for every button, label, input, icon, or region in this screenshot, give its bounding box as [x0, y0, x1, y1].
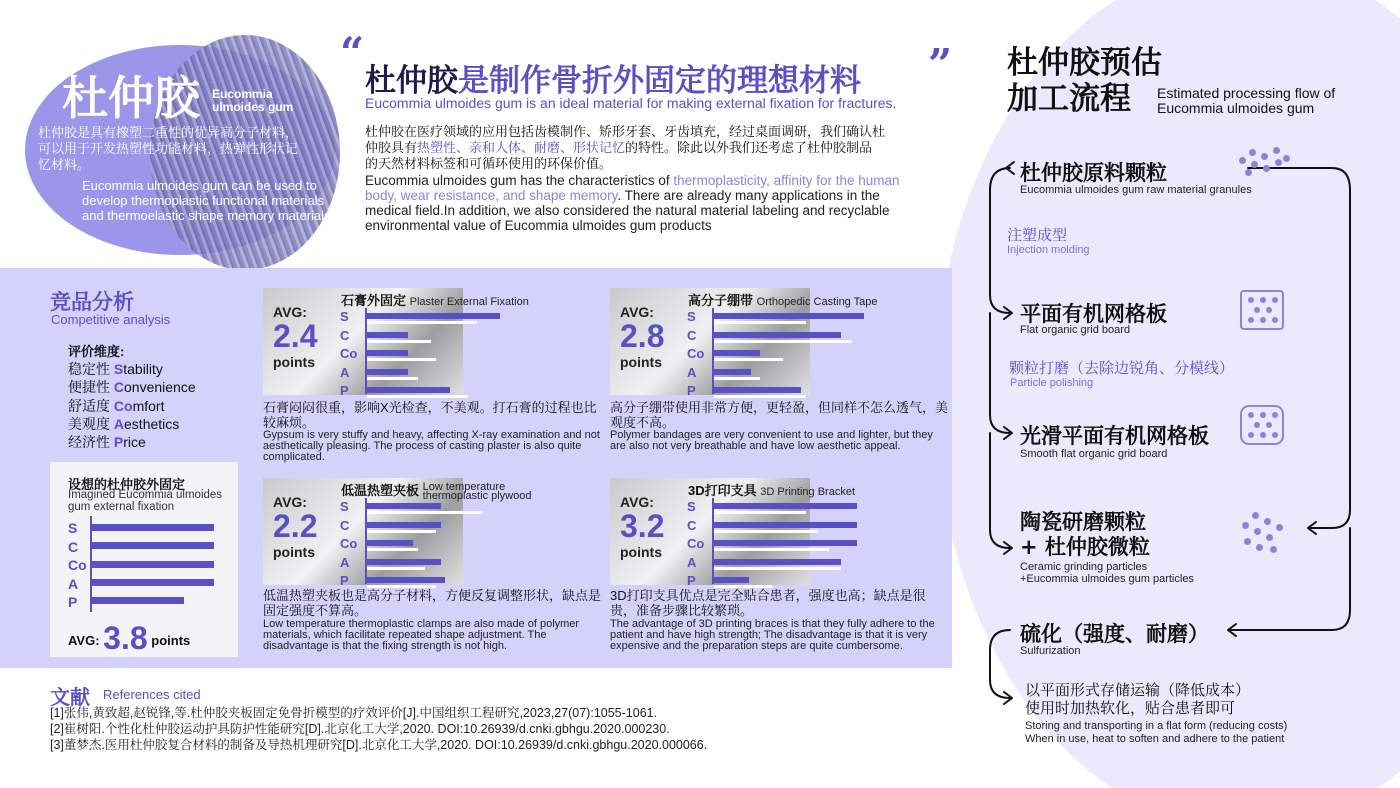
product-avg-label: AVG: — [620, 304, 654, 320]
product-desc-en: Low temperature thermoplastic clamps are also made of polymer materials, which facilitate repeated shape adjustment. The disadvantage is that the fixing strength is not high. — [263, 618, 580, 652]
product-title: 低温热塑夹板 Low temperature thermoplastic plywood — [341, 480, 532, 502]
flow-final-cn: 以平面形式存储运输（降低成本） 使用时加热软化，贴合患者即可 — [1025, 682, 1251, 717]
product-avg-label: AVG: — [620, 494, 654, 510]
flow-final-en: Storing and transporting in a flat form (reducing costs) When in use, heat to soften and adhere to the patient — [1025, 720, 1288, 745]
hero-latin-line-2: ulmoides gum — [212, 100, 294, 114]
flow-process-1: 注塑成型 — [1007, 227, 1068, 244]
product-reference-bar — [714, 395, 806, 398]
product-score-bar — [367, 559, 441, 565]
imagined-fixation-card — [50, 462, 238, 657]
product-score-bar — [714, 559, 841, 565]
dimension-item: 便捷性 Convenience — [68, 379, 196, 396]
flow-step-4-subtitle: Ceramic grinding particles +Eucommia ulmoides gum particles — [1020, 561, 1194, 585]
headline-dark-part: 杜仲胶 — [365, 63, 458, 99]
product-score-bar — [714, 350, 760, 356]
product-desc-en: Gypsum is very stuffy and heavy, affecting X-ray examination and not aesthetically pleasing. The process of casting plaster is also quite complicated. — [263, 429, 600, 463]
product-avg-value: 3.2 — [620, 508, 665, 544]
product-desc-cn: 低温热塑夹板也是高分子材料，方便反复调整形状，缺点是固定强度不算高。 — [263, 588, 602, 618]
hero-latin-name — [212, 88, 293, 114]
reference-item: [2]崔树阳.个性化杜仲胶运动护具防护性能研究[D].北京化工大学,2020. DOI:10.26939/d.cnki.gbhgu.2020.000230. — [50, 722, 670, 736]
product-score-bar — [367, 503, 441, 509]
product-reference-bar — [367, 548, 418, 551]
hero-latin-line-1: Eucommia — [212, 87, 273, 101]
intro-cn-part-2: 的特性。除此以外我们还考虑了杜仲胶制品的天然材料标签和可循环使用的环保价值。 — [365, 140, 873, 171]
product-score-bar — [367, 369, 408, 375]
close-quote-mark: ” — [928, 40, 953, 89]
product-desc-cn: 石膏闷闷很重，影响X光检查，不美观。打石膏的过程也比较麻烦。 — [263, 400, 597, 430]
product-reference-bar — [367, 511, 482, 514]
product-avg-label: AVG: — [273, 304, 307, 320]
dimension-item: 美观度 Aesthetics — [68, 415, 180, 432]
product-reference-bar — [367, 395, 468, 398]
product-score-bar — [367, 332, 408, 338]
hero-description-en: Eucommia ulmoides gum can be used to develop thermoplastic functional materials and thermoelastic shape memory materials. — [82, 178, 335, 223]
imagined-score-bar — [92, 542, 214, 549]
dimension-heading: 评价维度: — [68, 344, 125, 359]
imagined-title-cn: 设想的杜仲胶外固定 — [68, 477, 186, 492]
product-reference-bar — [714, 530, 818, 533]
imagined-average: AVG: 3.8 points — [68, 620, 191, 656]
product-avg-value: 2.2 — [273, 508, 318, 544]
flow-step-3-subtitle: Smooth flat organic grid board — [1020, 448, 1168, 460]
imagined-score-bar — [92, 524, 214, 531]
product-avg-unit: points — [273, 544, 315, 560]
product-score-bar — [714, 522, 857, 528]
product-avg-unit: points — [273, 354, 315, 370]
product-title: 3D打印支具 3D Printing Bracket — [688, 483, 856, 498]
product-reference-bar — [367, 377, 418, 380]
product-card-3d-printing — [610, 478, 950, 658]
flow-step-1-subtitle: Eucommia ulmoides gum raw material granules — [1020, 184, 1252, 196]
hero-description-cn: 杜仲胶是具有橡塑二重性的优异高分子材料，可以用于开发热塑性功能材料，热弹性形状记忆材料。 — [38, 125, 299, 172]
product-score-labels: S C Co A P — [687, 499, 705, 588]
product-title: 高分子绷带 Orthopedic Casting Tape — [688, 293, 878, 308]
composite-particles-icon — [1238, 510, 1288, 555]
product-avg-value: 2.4 — [273, 318, 318, 354]
product-score-labels: S C Co A P — [687, 309, 705, 398]
product-card-plaster — [263, 288, 603, 468]
product-score-bar — [367, 577, 445, 583]
competitive-subtitle: Competitive analysis — [51, 312, 171, 327]
product-score-labels: S C Co A P — [340, 499, 358, 588]
product-reference-bar — [367, 340, 431, 343]
intro-cn-highlight: 热塑性、亲和人体、耐磨、形状记忆 — [417, 140, 626, 155]
dimension-list — [68, 360, 196, 451]
product-reference-bar — [367, 358, 436, 361]
product-desc-cn: 高分子绷带使用非常方便，更轻盈，但同样不怎么透气，美观度不高。 — [610, 400, 949, 430]
product-avg-label: AVG: — [273, 494, 307, 510]
smooth-grid-board-icon — [1240, 405, 1284, 445]
product-score-bar — [714, 387, 801, 393]
product-score-bar — [367, 350, 408, 356]
headline-purple-part: 是制作骨折外固定的理想材料 — [458, 63, 861, 99]
product-score-labels: S C Co A P — [340, 309, 358, 398]
granules-icon — [1237, 145, 1287, 180]
product-score-bar — [714, 313, 864, 319]
flow-process-1-en: Injection molding — [1007, 244, 1090, 256]
imagined-score-bar — [92, 597, 184, 604]
product-card-casting-tape — [610, 288, 950, 468]
flow-connector — [1248, 168, 1350, 528]
product-score-bar — [714, 503, 857, 509]
headline-subtitle: Eucommia ulmoides gum is an ideal material for making external fixation for fractures. — [365, 95, 897, 111]
product-score-bar — [714, 332, 841, 338]
product-score-bar — [367, 540, 413, 546]
references-subtitle: References cited — [103, 687, 201, 702]
flow-step-2-subtitle: Flat organic grid board — [1020, 324, 1131, 336]
intro-text-cn — [365, 124, 885, 172]
main-headline — [365, 55, 861, 100]
product-reference-bar — [714, 358, 783, 361]
product-avg-value: 2.8 — [620, 318, 665, 354]
product-score-bar — [367, 522, 441, 528]
product-desc-en: Polymer bandages are very convenient to use and lighter, but they are also not very breathable and have low aesthetic appeal. — [610, 429, 933, 452]
flow-step-3-title: 光滑平面有机网格板 — [1020, 424, 1209, 448]
dimension-item: 经济性 Price — [68, 434, 146, 451]
product-score-bar — [714, 540, 857, 546]
flow-connector — [990, 433, 1010, 548]
flow-step-2-title: 平面有机网格板 — [1020, 302, 1167, 326]
reference-item: [1]张伟,黄致超,赵锐锋,等.杜仲胶夹板固定免骨折模型的疗效评价[J].中国组织工程研究,2023,27(07):1055-1061. — [50, 706, 658, 720]
product-desc-cn: 3D打印支具优点是完全贴合患者，强度也高；缺点是很贵，准备步骤比较繁琐。 — [610, 588, 926, 618]
dimension-item: 舒适度 Comfort — [68, 397, 165, 414]
flow-step-4-title: 陶瓷研磨颗粒 + 杜仲胶微粒 — [1020, 510, 1150, 559]
product-avg-unit: points — [620, 544, 662, 560]
product-desc-en: The advantage of 3D printing braces is that they fully adhere to the patient and have high strength; The disadvantage is that it is very expensive and the preparation steps are quite cumbersome. — [610, 618, 935, 652]
product-score-bar — [367, 313, 500, 319]
flow-connector — [990, 630, 1010, 698]
open-quote-mark: “ — [340, 28, 365, 77]
intro-text-en — [365, 173, 925, 233]
flow-connector — [990, 313, 1010, 433]
competitive-title: 竞品分析 — [50, 290, 134, 314]
product-reference-bar — [367, 321, 477, 324]
references-list — [50, 705, 707, 753]
imagined-title-en: Imagined Eucommia ulmoides gum external fixation — [68, 489, 223, 513]
reference-item: [3]董梦杰.医用杜仲胶复合材料的制备及导热机理研究[D].北京化工大学,2020. DOI:10.26939/d.cnki.gbhgu.2020.000066. — [50, 738, 708, 752]
product-reference-bar — [714, 548, 829, 551]
hero-title: 杜仲胶 — [62, 71, 200, 125]
product-reference-bar — [714, 340, 852, 343]
product-reference-bar — [714, 321, 806, 324]
dimension-item: 稳定性 Stability — [68, 361, 163, 377]
flow-title: 杜仲胶预估 加工流程 — [1007, 45, 1162, 117]
product-score-bar — [367, 387, 450, 393]
flow-process-2: 颗粒打磨（去除边锐角、分模线） — [1009, 360, 1235, 377]
product-card-thermoplastic — [263, 478, 603, 658]
flow-title-en: Estimated processing flow of Eucommia ulmoides gum — [1157, 85, 1336, 116]
flow-step-5-title: 硫化（强度、耐磨） — [1020, 622, 1209, 646]
intro-cn-part-1: 杜仲胶在医疗领域的应用包括齿模制作、矫形牙套、牙齿填充，经过桌面调研，我们确认杜仲胶具有 — [365, 124, 886, 155]
references-title: 文献 — [50, 685, 90, 709]
intro-en-highlight: thermoplasticity, affinity for the human body, wear resistance, and shape memory — [365, 173, 900, 203]
product-reference-bar — [714, 511, 806, 514]
intro-en-part-2: . There are already many applications in the medical field.In addition, we also considered the natural material labeling and recyclable environmental value of Eucommia ulmoides gum products — [365, 188, 890, 233]
product-avg-unit: points — [620, 354, 662, 370]
product-title: 石膏外固定 Plaster External Fixation — [341, 293, 529, 308]
grid-board-icon — [1240, 290, 1284, 330]
product-score-bar — [714, 577, 749, 583]
imagined-score-bar — [92, 561, 214, 568]
product-reference-bar — [367, 530, 436, 533]
product-reference-bar — [714, 377, 760, 380]
imagined-score-labels: S C Co A P — [68, 520, 87, 610]
flow-process-2-en: Particle polishing — [1010, 377, 1094, 389]
imagined-score-bar — [92, 579, 214, 586]
intro-en-part-1: Eucommia ulmoides gum has the characteristics of — [365, 173, 674, 188]
flow-step-1-title: 杜仲胶原料颗粒 — [1020, 161, 1167, 185]
product-reference-bar — [714, 567, 841, 570]
flow-step-5-subtitle: Sulfurization — [1020, 645, 1081, 657]
product-score-bar — [714, 369, 751, 375]
product-reference-bar — [367, 567, 425, 570]
